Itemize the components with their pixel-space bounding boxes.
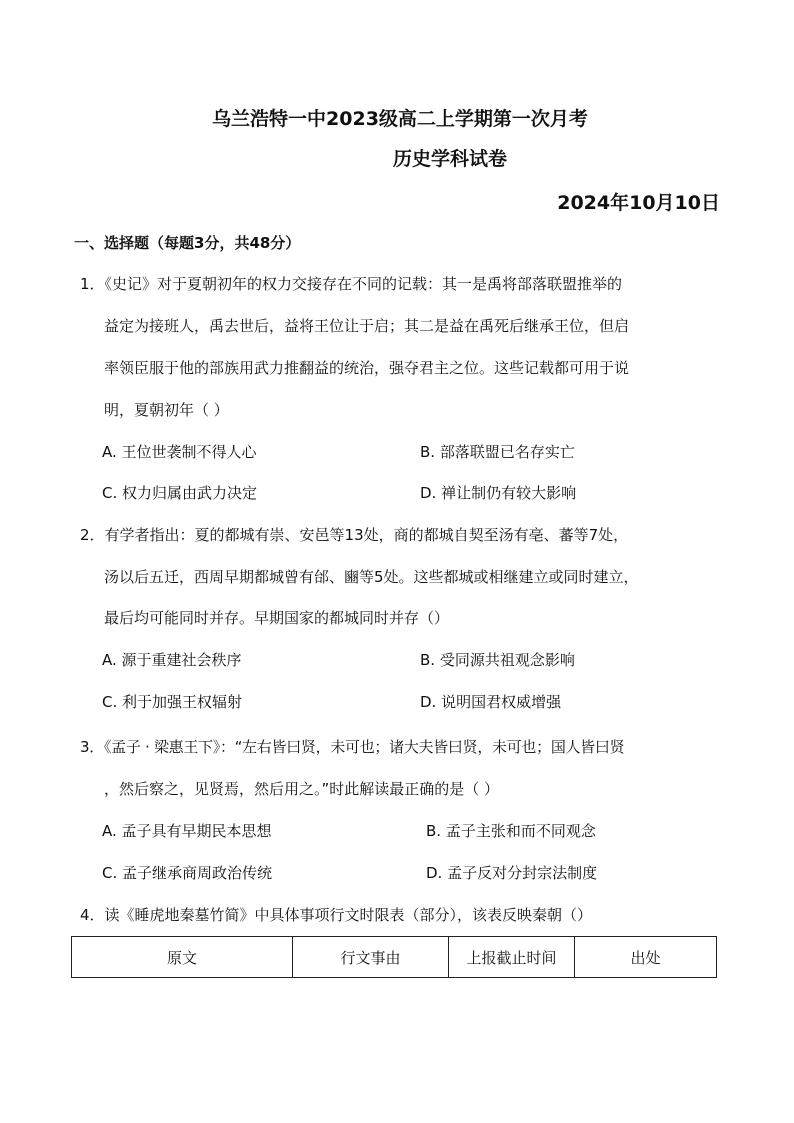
option-d: D. 禅让制仍有较大影响: [420, 484, 577, 502]
question-line: 4．读《睡虎地秦墓竹简》中具体事项行文时限表（部分），该表反映秦朝（）: [80, 906, 593, 924]
table-header-cell: 原文: [72, 937, 293, 978]
option-b: B. 部落联盟已名存实亡: [420, 443, 575, 461]
question-line: 汤以后五迁，西周早期都城曾有邰、豳等5处。这些都城或相继建立或同时建立，: [104, 568, 639, 586]
table-header-cell: 出处: [575, 937, 717, 978]
question-line: 2．有学者指出：夏的都城有崇、安邑等13处，商的都城自契至汤有亳、蕃等7处，: [80, 526, 629, 544]
option-c: C. 利于加强王权辐射: [102, 693, 243, 711]
exam-subtitle: 历史学科试卷: [392, 148, 507, 170]
option-a: A. 源于重建社会秩序: [102, 651, 242, 669]
question-line: 1．《史记》对于夏朝初年的权力交接存在不同的记载：其一是禹将部落联盟推举的: [80, 275, 623, 293]
option-a: A. 王位世袭制不得人心: [102, 443, 257, 461]
question-line: 最后均可能同时并存。早期国家的都城同时并存（）: [104, 609, 450, 627]
table-header-cell: 行文事由: [293, 937, 449, 978]
option-b: B. 孟子主张和而不同观念: [426, 822, 596, 840]
table-header-row: [72, 937, 717, 978]
option-d: D. 孟子反对分封宗法制度: [426, 864, 598, 882]
option-a: A. 孟子具有早期民本思想: [102, 822, 272, 840]
exam-title: 乌兰浩特一中2023级高二上学期第一次月考: [212, 108, 588, 130]
option-c: C. 权力归属由武力决定: [102, 484, 258, 502]
exam-date: 2024年10月10日: [557, 192, 720, 214]
option-b: B. 受同源共祖观念影响: [420, 651, 575, 669]
question-line: ，然后察之，见贤焉，然后用之。”时此解读最正确的是（ ）: [104, 780, 500, 798]
question-line: 率领臣服于他的部族用武力推翻益的统治，强夺君主之位。这些记载都可用于说: [104, 359, 630, 377]
question-line: 3．《孟子 · 梁惠王下》：“左右皆曰贤，未可也；诸大夫皆曰贤，未可也；国人皆曰贤: [80, 738, 625, 756]
option-d: D. 说明国君权威增强: [420, 693, 562, 711]
question-line: 益定为接班人，禹去世后，益将王位让于启；其二是益在禹死后继承王位，但启: [104, 317, 630, 335]
time-limit-table: [71, 936, 717, 978]
section-heading: 一、选择题（每题3分，共48分）: [74, 234, 301, 252]
table-header-cell: 上报截止时间: [449, 937, 575, 978]
option-c: C. 孟子继承商周政治传统: [102, 864, 273, 882]
question-line: 明，夏朝初年（ ）: [104, 401, 229, 419]
